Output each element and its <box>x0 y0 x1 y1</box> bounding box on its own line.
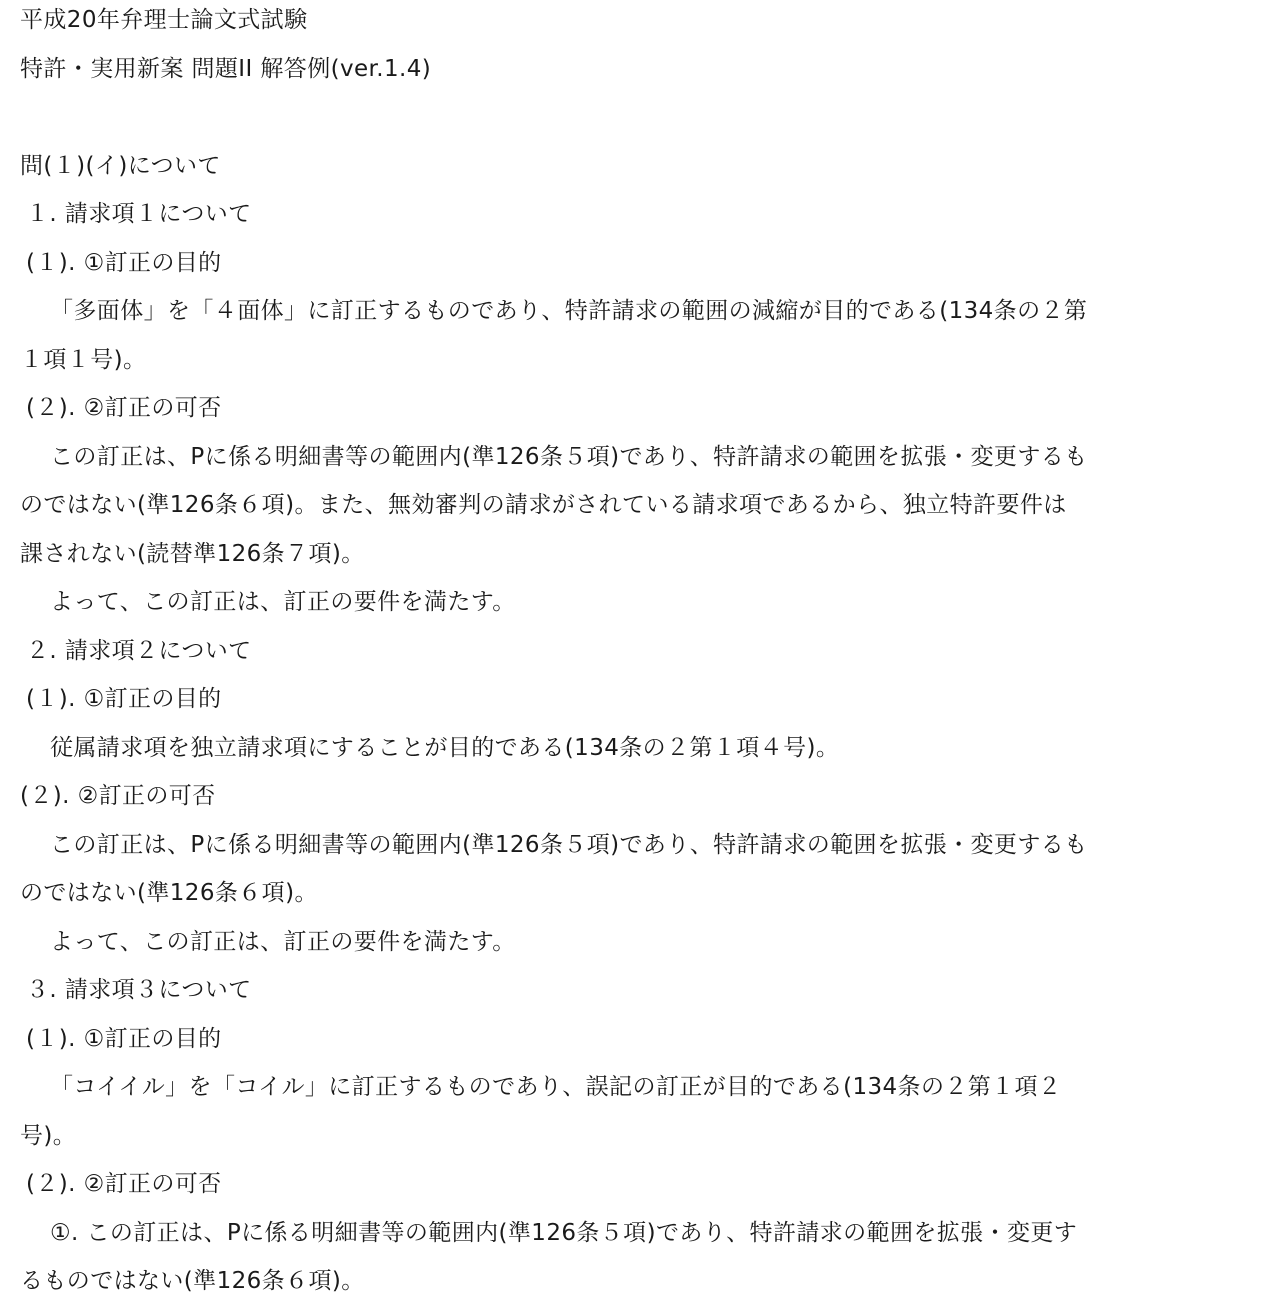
document <box>20 0 1260 1310</box>
claim2-propriety-text-cont: のではない(準126条６項)。 <box>20 880 318 906</box>
document-subtitle: 特許・実用新案 問題II 解答例(ver.1.4) <box>20 55 432 82</box>
claim3-purpose-heading: (１). ①訂正の目的 <box>26 1025 222 1052</box>
document-title: 平成20年弁理士論文式試験 <box>20 7 308 33</box>
claim2-heading: ２. 請求項２について <box>26 637 252 664</box>
claim1-propriety-heading: (２). ②訂正の可否 <box>26 395 222 421</box>
claim3-propriety-heading: (２). ②訂正の可否 <box>26 1171 222 1197</box>
claim1-purpose-text: 「多面体」を「４面体」に訂正するものであり、特許請求の範囲の減縮が目的である(134条の２第 <box>50 298 1088 324</box>
question-heading: 問(１)(イ)について <box>20 152 221 179</box>
claim1-conclusion: よって、この訂正は、訂正の要件を満たす。 <box>50 589 516 615</box>
claim1-propriety-text: この訂正は、Pに係る明細書等の範囲内(準126条５項)であり、特許請求の範囲を拡張・変更するも <box>50 443 1088 470</box>
claim1-purpose-heading: (１). ①訂正の目的 <box>26 249 222 276</box>
claim1-heading: １. 請求項１について <box>26 201 252 227</box>
claim1-purpose-text-cont: １項１号)。 <box>20 346 147 373</box>
claim2-purpose-text: 従属請求項を独立請求項にすることが目的である(134条の２第１項４号)。 <box>50 734 840 761</box>
claim1-propriety-text-cont: 課されない(読替準126条７項)。 <box>20 540 365 567</box>
claim3-propriety-text-cont: るものではない(準126条６項)。 <box>20 1268 365 1294</box>
claim2-conclusion: よって、この訂正は、訂正の要件を満たす。 <box>50 928 516 955</box>
claim2-propriety-text: この訂正は、Pに係る明細書等の範囲内(準126条５項)であり、特許請求の範囲を拡張・変更するも <box>50 831 1088 858</box>
claim2-purpose-heading: (１). ①訂正の目的 <box>26 686 222 712</box>
claim3-propriety-text: ①. この訂正は、Pに係る明細書等の範囲内(準126条５項)であり、特許請求の範囲を拡張・変更す <box>50 1219 1078 1246</box>
spacer <box>20 97 1260 146</box>
claim2-propriety-heading: (２). ②訂正の可否 <box>20 783 216 809</box>
claim3-purpose-text: 「コイイル」を「コイル」に訂正するものであり、誤記の訂正が目的である(134条の２第１項２ <box>50 1074 1062 1100</box>
claim1-propriety-text-cont: のではない(準126条６項)。また、無効審判の請求がされている請求項であるから、独立特許要件は <box>20 492 1067 518</box>
claim3-heading: ３. 請求項３について <box>26 977 252 1003</box>
claim3-purpose-text-cont: 号)。 <box>20 1122 77 1149</box>
